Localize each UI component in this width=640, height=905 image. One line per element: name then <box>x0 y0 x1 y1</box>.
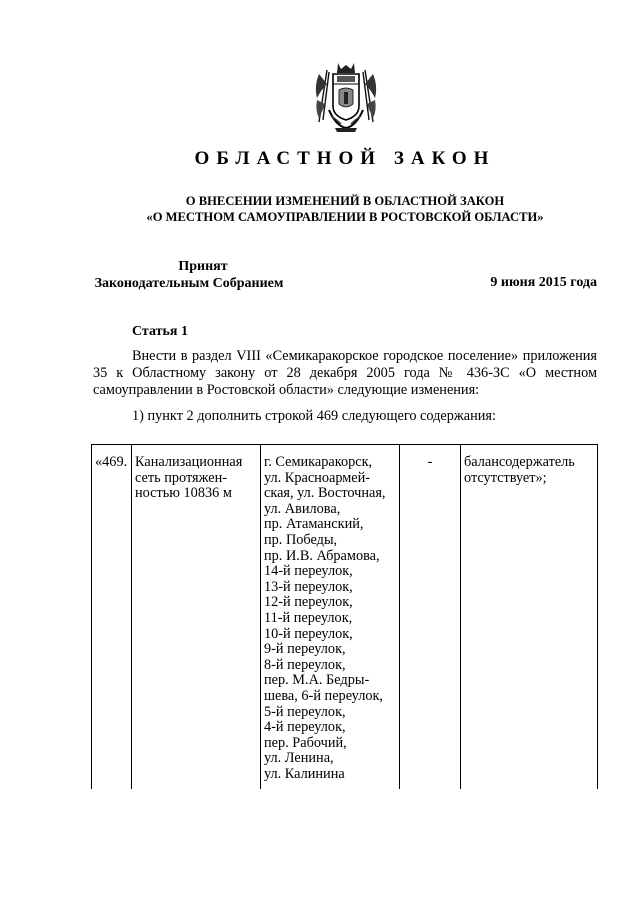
address-line: г. Семикаракорск, <box>264 454 373 470</box>
address-line: пр. Победы, <box>264 531 338 548</box>
object-cell <box>132 445 261 790</box>
address-line: ул. Ленина, <box>264 750 334 767</box>
adopted-label: Принят <box>178 259 228 274</box>
law-subtitle <box>0 193 640 225</box>
address-line: 14-й переулок, <box>264 563 353 580</box>
address-line: 5-й переулок, <box>264 703 346 720</box>
paragraph-text: Внести в раздел VIII «Семикаракорское городское поселение» приложения 35 к Областному закону от 28 декабря 2005 года № 436-ЗС «О местном самоуправлении в Ростовской области» следующие изменения: <box>93 348 597 398</box>
object-line: Канализационная <box>135 454 243 470</box>
adopted-by: Законодательным Собранием <box>94 276 284 291</box>
address-line: 4-й переулок, <box>264 719 346 736</box>
dash-value: - <box>427 454 433 470</box>
holder-cell <box>461 445 598 790</box>
article-heading: Статья 1 <box>132 324 188 339</box>
address-line: ул. Авилова, <box>264 500 341 517</box>
object-line: ностью 10836 м <box>135 485 232 502</box>
address-line: ул. Калинина <box>264 765 345 782</box>
address-line: 10-й переулок, <box>264 625 353 642</box>
address-line: ская, ул. Восточная, <box>264 485 386 502</box>
address-line: пер. М.А. Бедры- <box>264 672 370 689</box>
address-line: 11-й переулок, <box>264 609 353 626</box>
holder-line: отсутствует»; <box>464 469 547 486</box>
address-line: 12-й переулок, <box>264 594 353 611</box>
address-line: ул. Красноармей- <box>264 469 371 486</box>
holder-line: балансодержатель <box>464 454 575 470</box>
address-line: пр. Атаманский, <box>264 516 364 533</box>
coat-of-arms-icon <box>311 60 381 134</box>
adoption-block <box>93 258 313 292</box>
point-text: 1) пункт 2 дополнить строкой 469 следующего содержания: <box>132 408 496 424</box>
address-line: 8-й переулок, <box>264 656 346 673</box>
address-line: 13-й переулок, <box>264 578 353 595</box>
row-number: «469. <box>95 454 128 470</box>
number-cell <box>92 445 132 790</box>
subtitle-line: «О МЕСТНОМ САМОУПРАВЛЕНИИ В РОСТОВСКОЙ ОБЛАСТИ» <box>146 210 544 224</box>
subtitle-line: О ВНЕСЕНИИ ИЗМЕНЕНИЙ В ОБЛАСТНОЙ ЗАКОН <box>185 194 505 208</box>
table-row <box>92 445 598 790</box>
address-line: пр. И.В. Абрамова, <box>264 547 380 564</box>
object-line: сеть протяжен- <box>135 469 228 486</box>
address-line: шева, 6-й переулок, <box>264 687 384 704</box>
adoption-date: 9 июня 2015 года <box>490 275 597 290</box>
address-line: 9-й переулок, <box>264 641 346 658</box>
amendment-table <box>91 444 598 789</box>
dash-cell <box>400 445 461 790</box>
article-paragraph <box>93 348 597 399</box>
law-title: ОБЛАСТНОЙ ЗАКОН <box>194 148 496 169</box>
address-cell <box>261 445 400 790</box>
address-line: пер. Рабочий, <box>264 734 347 751</box>
